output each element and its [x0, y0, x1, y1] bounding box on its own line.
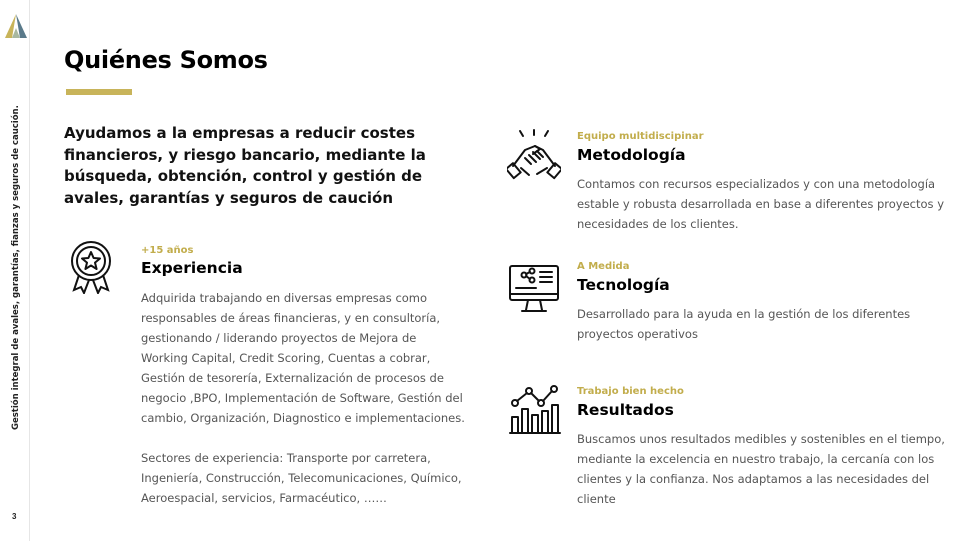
handshake-icon	[507, 128, 561, 182]
tecnologia-heading: Tecnología	[577, 276, 670, 294]
intro-text: Ayudamos a la empresas a reducir costes financieros, y riesgo bancario, mediante la búsqueda, obtención, control y gestión de avales, garantías y seguros de caución	[64, 124, 426, 207]
chart-growth-icon	[509, 383, 561, 435]
experiencia-body	[141, 288, 466, 508]
sidebar-tagline: Gestión integral de avales, garantías, fianzas y seguros de caución.	[11, 105, 21, 430]
metodologia-kicker: Equipo multidiscipinar	[577, 131, 704, 142]
resultados-body: Buscamos unos resultados medibles y sostenibles en el tiempo, mediante la excelencia en nuestro trabajo, la cercanía con los clientes y la confianza. Nos adaptamos a las necesidades del cliente	[577, 432, 945, 506]
experiencia-heading: Experiencia	[141, 259, 243, 277]
metodologia-heading: Metodología	[577, 146, 686, 164]
experiencia-paragraph: Adquirida trabajando en diversas empresas como responsables de áreas financieras, y en consultoría, gestionando / liderando proyectos de Mejora de Working Capital, Credit Scoring, Cuentas a cobrar, Gestión de tesorería, Externalización de procesos de negocio ,BPO, Implementación de Software, Gestión del cambio, Organización, Diagnostico e implementaciones.	[141, 291, 465, 425]
title-underline	[66, 89, 132, 95]
company-logo	[5, 14, 27, 42]
tecnologia-kicker: A Medida	[577, 261, 630, 272]
experiencia-sectors: Sectores de experiencia: Transporte por carretera, Ingeniería, Construcción, Telecomunicaciones, Químico, Aeroespacial, servicios, Farmacéutico, ……	[141, 451, 462, 505]
metodologia-body: Contamos con recursos especializados y con una metodología estable y robusta desarrollada en base a diferentes proyectos y necesidades de los clientes.	[577, 177, 944, 231]
award-badge-icon	[70, 240, 112, 294]
page-number: 3	[12, 512, 17, 521]
experiencia-kicker: +15 años	[141, 245, 194, 256]
sidebar	[0, 0, 30, 541]
page-title: Quiénes Somos	[64, 46, 268, 74]
resultados-heading: Resultados	[577, 401, 674, 419]
resultados-kicker: Trabajo bien hecho	[577, 386, 684, 397]
monitor-icon	[508, 264, 560, 318]
tecnologia-body: Desarrollado para la ayuda en la gestión de los diferentes proyectos operativos	[577, 307, 911, 341]
